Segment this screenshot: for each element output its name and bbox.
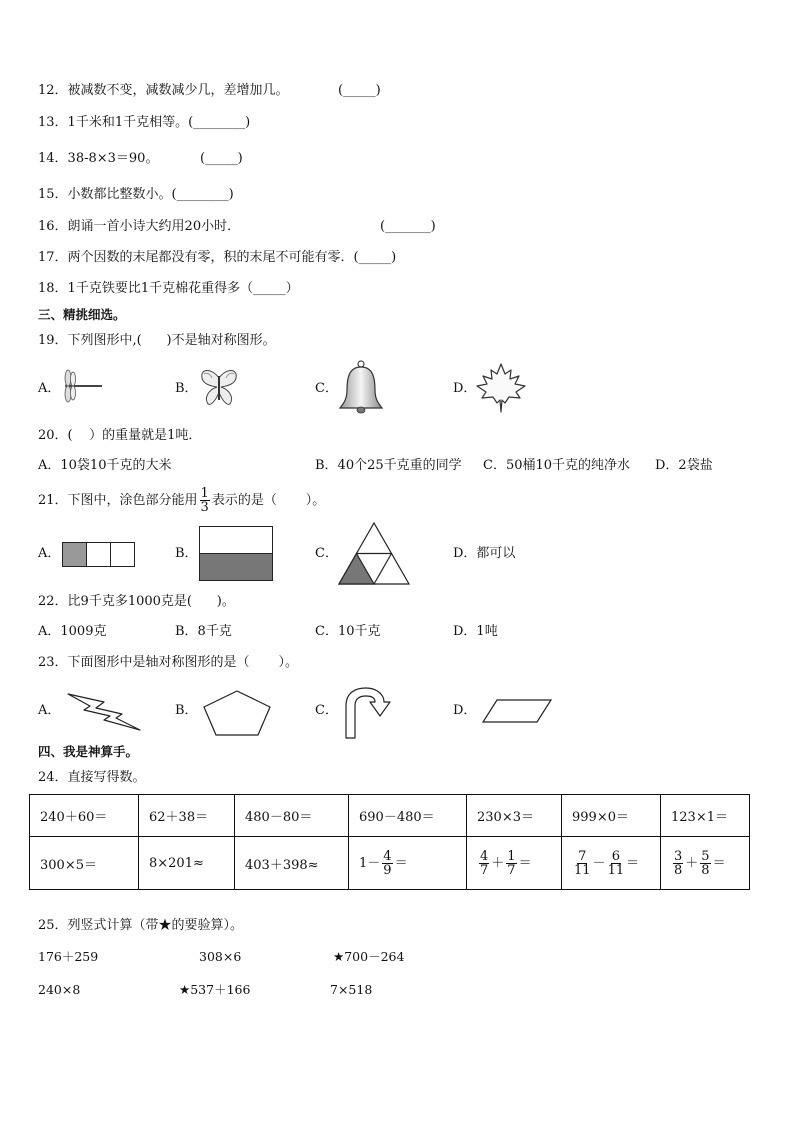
vertical-calc-item: 176＋259 — [38, 949, 99, 964]
q21-option-d: D．都可以 — [453, 546, 516, 561]
table-cell: $\frac{7}{11}$ － $\frac{6}{11}$ ＝ — [562, 837, 661, 890]
question-20-stem: 20．( ）的重量就是1吨． — [38, 428, 202, 443]
q21-stem-suffix: 表示的是（ ）。 — [211, 493, 326, 508]
mental-math-table — [29, 794, 750, 890]
question-15: 15．小数都比整数小。(________) — [38, 187, 234, 202]
table-cell: 62＋38＝ — [139, 795, 235, 837]
table-cell: 230×3＝ — [467, 795, 562, 837]
question-21-stem — [38, 486, 325, 516]
pentagon-icon — [202, 689, 272, 737]
q23-option-c: C． — [315, 703, 338, 718]
question-14-blank: (_____) — [200, 151, 243, 166]
q22-option-c: C．10千克 — [315, 624, 381, 639]
table-cell: $\frac{4}{7}$ ＋ $\frac{1}{7}$ ＝ — [467, 837, 562, 890]
question-23-stem: 23．下面图形中是轴对称图形的是（ ）。 — [38, 655, 298, 670]
table-cell: 999×0＝ — [562, 795, 661, 837]
vertical-calc-item: 7×518 — [330, 982, 373, 997]
table-cell: 690－480＝ — [349, 795, 467, 837]
q22-option-a: A．1009克 — [38, 624, 107, 639]
parallelogram-icon — [481, 698, 553, 724]
table-row — [30, 795, 750, 837]
table-row — [30, 837, 750, 890]
table-cell: 480－80＝ — [235, 795, 349, 837]
table-cell: 1－ $\frac{4}{9}$ ＝ — [349, 837, 467, 890]
fraction: $\frac{6}{11}$ — [607, 848, 625, 878]
dragonfly-icon — [58, 368, 104, 404]
lightning-icon — [66, 692, 142, 732]
q20-option-b: B．40个25千克重的同学 — [315, 458, 462, 473]
fraction: $\frac{3}{8}$ — [674, 848, 683, 878]
maple-leaf-icon — [474, 362, 528, 414]
vertical-calc-item: 240×8 — [38, 982, 81, 997]
question-17: 17．两个因数的末尾都没有零，积的末尾不可能有零．(_____) — [38, 250, 397, 265]
u-turn-arrow-icon — [342, 686, 396, 740]
q21-option-a: A． — [38, 546, 61, 561]
table-cell: 8×201≈ — [139, 837, 235, 890]
vertical-calc-item: ★700－264 — [333, 949, 405, 964]
q19-option-d: D． — [453, 381, 477, 396]
vertical-calc-item: 308×6 — [199, 949, 242, 964]
q23-option-d: D． — [453, 703, 477, 718]
q21-stem-prefix: 21．下图中，涂色部分能用 — [38, 493, 198, 508]
triangle-figure — [337, 522, 411, 586]
question-14: 14．38-8×3＝90。 — [38, 151, 159, 166]
table-cell: 300×5＝ — [30, 837, 139, 890]
question-22-stem: 22．比9千克多1000克是( )。 — [38, 594, 235, 609]
butterfly-icon — [198, 366, 240, 408]
fraction: $\frac{1}{7}$ — [507, 848, 516, 878]
q20-option-c: C．50桶10千克的纯净水 — [483, 458, 631, 473]
q21-option-c: C． — [315, 546, 338, 561]
q20-option-a: A．10袋10千克的大米 — [38, 458, 172, 473]
q22-option-b: B．8千克 — [175, 624, 232, 639]
question-12-blank: (_____) — [338, 83, 381, 98]
q20-option-d: D．2袋盐 — [655, 458, 713, 473]
half-shaded-rectangle-figure — [199, 526, 274, 582]
question-25-stem: 25．列竖式计算（带★的要验算）。 — [38, 918, 244, 933]
fraction: $\frac{5}{8}$ — [701, 848, 710, 878]
bell-icon — [337, 360, 385, 414]
table-cell: 240＋60＝ — [30, 795, 139, 837]
q21-option-b: B． — [175, 546, 198, 561]
q22-option-d: D．1吨 — [453, 624, 498, 639]
three-cell-strip-figure — [62, 542, 136, 568]
question-16-blank: (_______) — [380, 219, 436, 234]
question-13: 13．1千米和1千克相等。(________) — [38, 115, 251, 130]
fraction: $\frac{4}{9}$ — [383, 848, 392, 878]
question-18: 18．1千克铁要比1千克棉花重得多（_____） — [38, 281, 299, 296]
fraction: $\frac{4}{7}$ — [480, 848, 489, 878]
vertical-calc-item: ★537＋166 — [179, 982, 251, 997]
question-12-text: 12．被减数不变，减数减少几，差增加几。 — [38, 83, 289, 98]
section-3-title: 三、精挑细选。 — [38, 307, 126, 322]
question-19-stem: 19．下列图形中,( )不是轴对称图形。 — [38, 333, 276, 348]
fraction: $\frac{7}{11}$ — [574, 848, 591, 878]
question-24-stem: 24．直接写得数。 — [38, 770, 146, 785]
q19-option-c: C． — [315, 381, 338, 396]
section-4-title: 四、我是神算手。 — [38, 744, 139, 759]
table-cell: 403＋398≈ — [235, 837, 349, 890]
question-16: 16．朗诵一首小诗大约用20小时． — [38, 219, 241, 234]
q23-option-b: B． — [175, 703, 198, 718]
q19-option-b: B． — [175, 381, 198, 396]
q21-fraction: $\frac{1}{3}$ — [200, 486, 209, 515]
table-cell: 123×1＝ — [661, 795, 750, 837]
q19-option-a: A． — [38, 381, 61, 396]
table-cell: $\frac{3}{8}$ ＋ $\frac{5}{8}$ ＝ — [661, 837, 750, 890]
q23-option-a: A． — [38, 703, 61, 718]
question-12 — [38, 82, 289, 100]
